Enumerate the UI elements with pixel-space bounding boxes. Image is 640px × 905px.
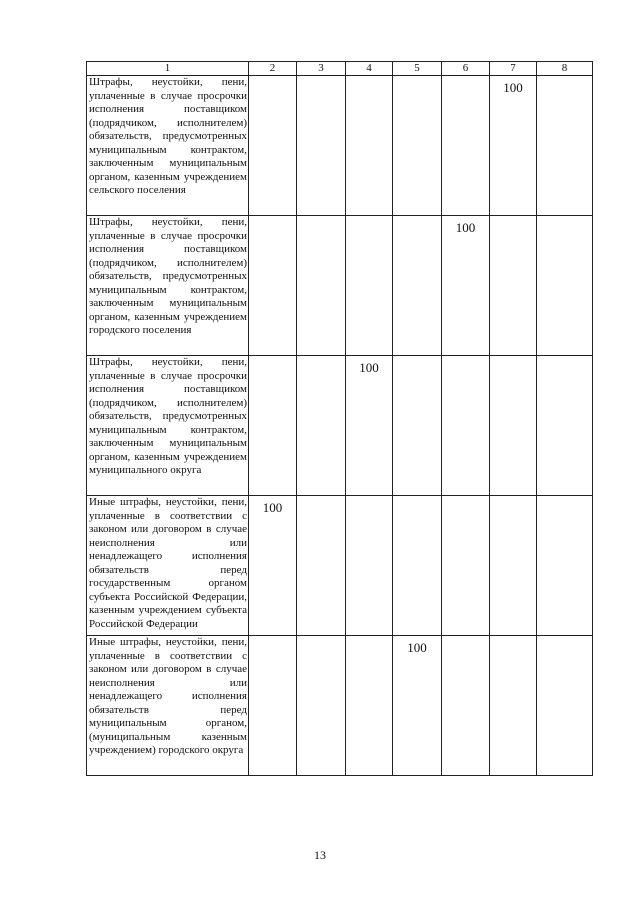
table-cell bbox=[297, 76, 346, 216]
row-description: Иные штрафы, неустойки, пени, уплаченные в соответствии с законом или договором в случае неисполнения или ненадлежащего исполнения обязательств перед муниципальным органом, (муниципальным казенным учреждением) городского округа bbox=[87, 636, 249, 776]
table-cell bbox=[537, 216, 593, 356]
table-cell bbox=[346, 356, 393, 496]
table-cell bbox=[393, 496, 442, 636]
cell-value bbox=[346, 76, 392, 80]
table-row bbox=[87, 636, 593, 776]
cell-value bbox=[249, 636, 296, 640]
cell-value bbox=[297, 356, 345, 360]
table-cell bbox=[297, 356, 346, 496]
column-header: 3 bbox=[297, 62, 346, 76]
table-cell bbox=[442, 216, 490, 356]
table-cell bbox=[442, 496, 490, 636]
table-cell bbox=[346, 636, 393, 776]
cell-value bbox=[346, 496, 392, 500]
cell-value bbox=[297, 636, 345, 640]
cell-value: 100 bbox=[455, 220, 476, 235]
table-cell bbox=[393, 356, 442, 496]
column-header: 5 bbox=[393, 62, 442, 76]
table-cell bbox=[490, 216, 537, 356]
table-cell bbox=[346, 76, 393, 216]
column-header: 8 bbox=[537, 62, 593, 76]
table-cell bbox=[537, 636, 593, 776]
table-cell bbox=[490, 76, 537, 216]
cell-value bbox=[297, 496, 345, 500]
column-header: 1 bbox=[87, 62, 249, 76]
cell-value bbox=[393, 356, 441, 360]
cell-value bbox=[537, 356, 592, 360]
row-description: Штрафы, неустойки, пени, уплаченные в случае просрочки исполнения поставщиком (подрядчиком, исполнителем) обязательств, предусмотренных муниципальным контрактом, заключенным муниципальным органом, казенным учреждением сельского поселения bbox=[87, 76, 249, 216]
table-row bbox=[87, 76, 593, 216]
cell-value bbox=[537, 76, 592, 80]
table-cell bbox=[393, 76, 442, 216]
cell-value bbox=[442, 636, 489, 640]
cell-value bbox=[537, 496, 592, 500]
table-cell bbox=[297, 216, 346, 356]
column-header: 7 bbox=[490, 62, 537, 76]
cell-value bbox=[442, 356, 489, 360]
cell-value bbox=[249, 356, 296, 360]
cell-value bbox=[442, 76, 489, 80]
cell-value bbox=[297, 76, 345, 80]
cell-value bbox=[393, 216, 441, 220]
table-cell bbox=[249, 636, 297, 776]
table-cell bbox=[297, 496, 346, 636]
cell-value bbox=[490, 216, 536, 220]
cell-value bbox=[490, 496, 536, 500]
cell-value bbox=[346, 216, 392, 220]
column-header: 2 bbox=[249, 62, 297, 76]
cell-value bbox=[442, 496, 489, 500]
table-cell bbox=[393, 636, 442, 776]
table-cell bbox=[393, 216, 442, 356]
cell-value: 100 bbox=[407, 640, 427, 655]
cell-value: 100 bbox=[359, 360, 379, 375]
cell-value bbox=[537, 216, 592, 220]
cell-value bbox=[346, 636, 392, 640]
row-description: Штрафы, неустойки, пени, уплаченные в случае просрочки исполнения поставщиком (подрядчиком, исполнителем) обязательств, предусмотренных муниципальным контрактом, заключенным муниципальным органом, казенным учреждением муниципального округа bbox=[87, 356, 249, 496]
table-row bbox=[87, 356, 593, 496]
data-table bbox=[86, 61, 593, 776]
table-cell bbox=[490, 496, 537, 636]
cell-value bbox=[490, 636, 536, 640]
table-cell bbox=[249, 496, 297, 636]
table-header-row bbox=[87, 62, 593, 76]
row-description: Штрафы, неустойки, пени, уплаченные в случае просрочки исполнения поставщиком (подрядчиком, исполнителем) обязательств, предусмотренных муниципальным контрактом, заключенным муниципальным органом, казенным учреждением городского поселения bbox=[87, 216, 249, 356]
table-cell bbox=[249, 356, 297, 496]
cell-value bbox=[537, 636, 592, 640]
cell-value bbox=[490, 356, 536, 360]
cell-value bbox=[393, 496, 441, 500]
table-cell bbox=[442, 636, 490, 776]
table-row bbox=[87, 216, 593, 356]
table-cell bbox=[442, 356, 490, 496]
table-cell bbox=[490, 636, 537, 776]
cell-value bbox=[297, 216, 345, 220]
row-description: Иные штрафы, неустойки, пени, уплаченные в соответствии с законом или договором в случае неисполнения или ненадлежащего исполнения обязательств перед государственным органом субъекта Российской Федерации, казенным учреждением субъекта Российской Федерации bbox=[87, 496, 249, 636]
column-header: 4 bbox=[346, 62, 393, 76]
cell-value bbox=[393, 76, 441, 80]
table-cell bbox=[442, 76, 490, 216]
table-cell bbox=[346, 216, 393, 356]
table-row bbox=[87, 496, 593, 636]
page-number: 13 bbox=[314, 848, 326, 862]
table-cell bbox=[249, 216, 297, 356]
cell-value bbox=[249, 76, 296, 80]
column-header: 6 bbox=[442, 62, 490, 76]
table-cell bbox=[537, 496, 593, 636]
table-cell bbox=[249, 76, 297, 216]
table-cell bbox=[297, 636, 346, 776]
cell-value: 100 bbox=[503, 80, 523, 95]
table-cell bbox=[537, 356, 593, 496]
table-cell bbox=[537, 76, 593, 216]
table-cell bbox=[346, 496, 393, 636]
table-cell bbox=[490, 356, 537, 496]
cell-value bbox=[249, 216, 296, 220]
cell-value: 100 bbox=[262, 500, 283, 515]
